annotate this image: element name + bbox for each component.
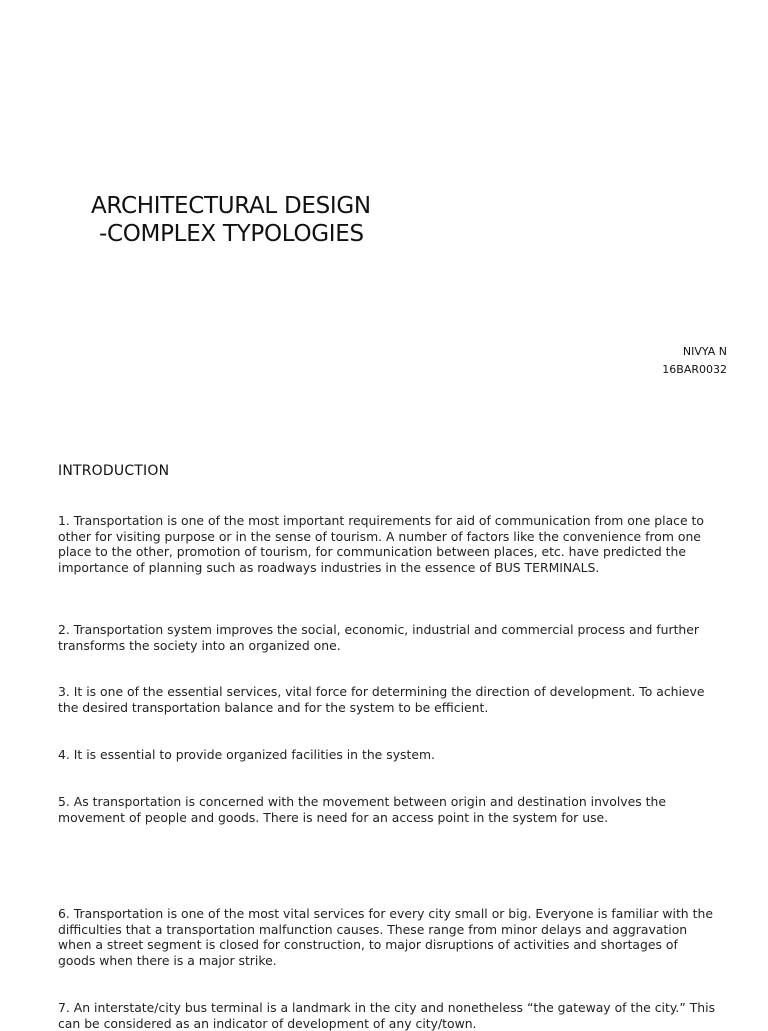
document-title (91, 192, 371, 248)
author-id: 16BAR0032 (662, 363, 727, 376)
paragraph-7: 7. An interstate/city bus terminal is a landmark in the city and nonetheless “the gateway of the city.” This can be considered as an indicator of development of any city/town. (58, 1000, 716, 1031)
author-name: NIVYA N (682, 345, 727, 358)
title-line-2: -COMPLEX TYPOLOGIES (99, 221, 364, 247)
paragraph-5: 5. As transportation is concerned with the movement between origin and destination involves the movement of people and goods. There is need for an access point in the system for use. (58, 794, 666, 825)
paragraph-4: 4. It is essential to provide organized facilities in the system. (58, 747, 435, 762)
author-block (662, 343, 727, 379)
paragraph-3: 3. It is one of the essential services, vital force for determining the direction of development. To achieve the desired transportation balance and for the system to be efficient. (58, 684, 705, 715)
section-heading-introduction: INTRODUCTION (58, 463, 170, 479)
paragraph-2: 2. Transportation system improves the social, economic, industrial and commercial process and further transforms the society into an organized one. (58, 622, 699, 653)
paragraph-1: 1. Transportation is one of the most important requirements for aid of communication from one place to other for visiting purpose or in the sense of tourism. A number of factors like the convenience from one place to the other, promotion of tourism, for communication between places, etc. have predicted the importance of planning such as roadways industries in the essence of BUS TERMINALS. (58, 513, 704, 575)
title-line-1: ARCHITECTURAL DESIGN (91, 193, 371, 219)
paragraph-6: 6. Transportation is one of the most vital services for every city small or big. Everyone is familiar with the difficulties that a transportation malfunction causes. These range from minor delays and aggravation when a street segment is closed for construction, to major disruptions of activities and shortages of goods when there is a major strike. (58, 906, 713, 968)
